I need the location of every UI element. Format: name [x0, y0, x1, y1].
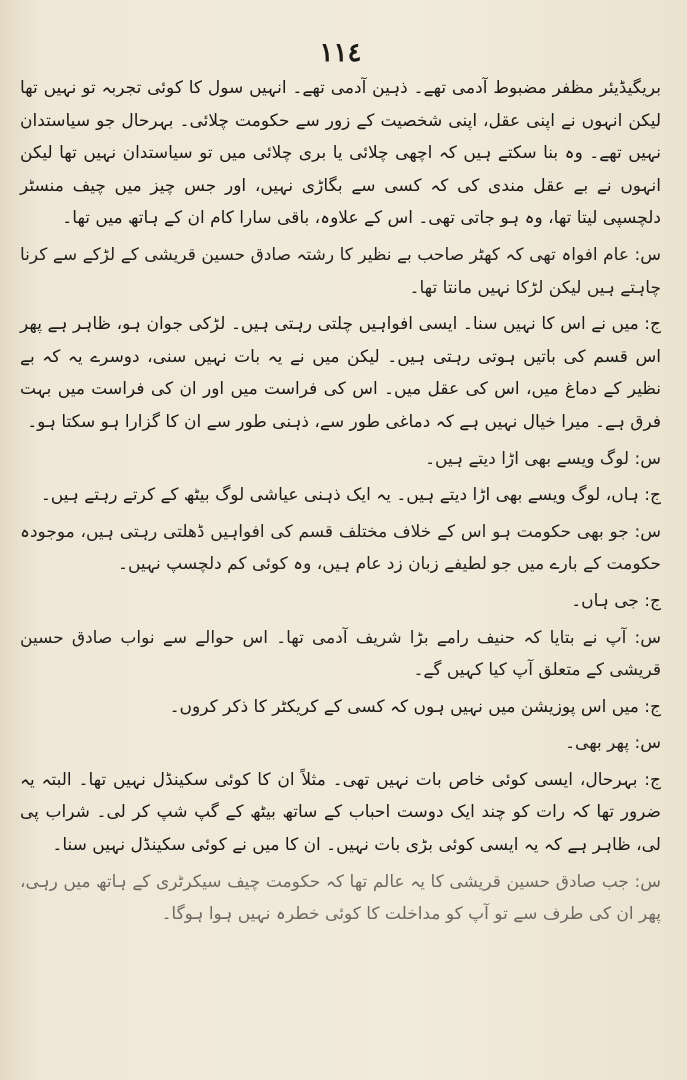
interview-text [20, 72, 661, 931]
paragraph-intro: بریگیڈیئر مظفر مضبوط آدمی تھے۔ ذہین آدمی تھے۔ انہیں سول کا کوئی تجربہ تو نہیں تھا لیکن انہوں نے اپنی عقل، اپنی شخصیت کے زور سے حکومت چلائی۔ بہرحال جو سیاستدان نہیں تھے۔ وہ بنا سکتے ہیں کہ اچھی چلائی یا بری چلائی میں تو سیاستدان نہیں تھا لیکن انہوں نے بے عقل مندی کی کہ کسی سے بگاڑی نہیں، اور جس چیز میں چیف منسٹر دلچسپی لیتا تھا، وہ ہو جاتی تھی۔ اس کے علاوہ، باقی سارا کام ان کے ہاتھ میں تھا۔ [20, 78, 661, 229]
question-paragraph: س: عام افواہ تھی کہ کھٹر صاحب بے نظیر کا رشتہ صادق حسین قریشی کے لڑکے سے کرنا چاہتے ہیں لیکن لڑکا نہیں مانتا تھا۔ [20, 244, 661, 298]
question-paragraph: س: پھر بھی۔ [565, 733, 661, 754]
answer-paragraph: ج: جی ہاں۔ [571, 590, 661, 611]
question-paragraph: س: جو بھی حکومت ہو اس کے خلاف مختلف قسم کی افواہیں ڈھلتی رہتی ہیں، موجودہ حکومت کے بارے میں جو لطیفے زبان زد عام ہیں، وہ کوئی کم دلچسپ نہیں۔ [20, 521, 661, 575]
answer-paragraph: ج: میں اس پوزیشن میں نہیں ہوں کہ کسی کے کریکٹر کا ذکر کروں۔ [169, 696, 661, 717]
answer-paragraph: ج: بہرحال، ایسی کوئی خاص بات نہیں تھی۔ مثلاً ان کا کوئی سکینڈل نہیں تھا۔ البتہ یہ ضرور تھا کہ رات کو چند ایک دوست احباب کے ساتھ بیٹھ کے گپ شپ کر لی۔ شراب پی لی، ظاہر ہے کہ یہ ایسی کوئی بڑی بات نہیں۔ ان کا میں نے کوئی سکینڈل نہیں سنا۔ [20, 769, 661, 856]
page-number: ١١٤ [319, 38, 362, 68]
question-paragraph: س: آپ نے بتایا کہ حنیف رامے بڑا شریف آدمی تھا۔ اس حوالے سے نواب صادق حسین قریشی کے متعلق آپ کیا کہیں گے۔ [20, 627, 661, 681]
answer-paragraph: ج: ہاں، لوگ ویسے بھی اڑا دیتے ہیں۔ یہ ایک ذہنی عیاشی لوگ بیٹھ کے کرتے رہتے ہیں۔ [40, 485, 661, 506]
question-paragraph: س: جب صادق حسین قریشی کا یہ عالم تھا کہ حکومت چیف سیکرٹری کے ہاتھ میں رہی، پھر ان کی طرف سے تو آپ کو مداخلت کا کوئی خطرہ نہیں ہوا ہوگا۔ [20, 871, 661, 925]
answer-paragraph: ج: میں نے اس کا نہیں سنا۔ ایسی افواہیں چلتی رہتی ہیں۔ لڑکی جوان ہو، ظاہر ہے پھر اس قسم کی باتیں ہوتی رہتی ہیں۔ لیکن میں نے یہ بات نہیں سنی، دوسرے یہ کہ بے نظیر کے دماغ میں، اس کی عقل میں۔ اس کی فراست میں اور ان کی فراست میں بہت فرق ہے۔ میرا خیال نہیں ہے کہ دماغی طور سے، ذہنی طور سے ان کا گزارا ہو سکتا ہو۔ [20, 314, 661, 432]
question-paragraph: س: لوگ ویسے بھی اڑا دیتے ہیں۔ [425, 448, 661, 469]
